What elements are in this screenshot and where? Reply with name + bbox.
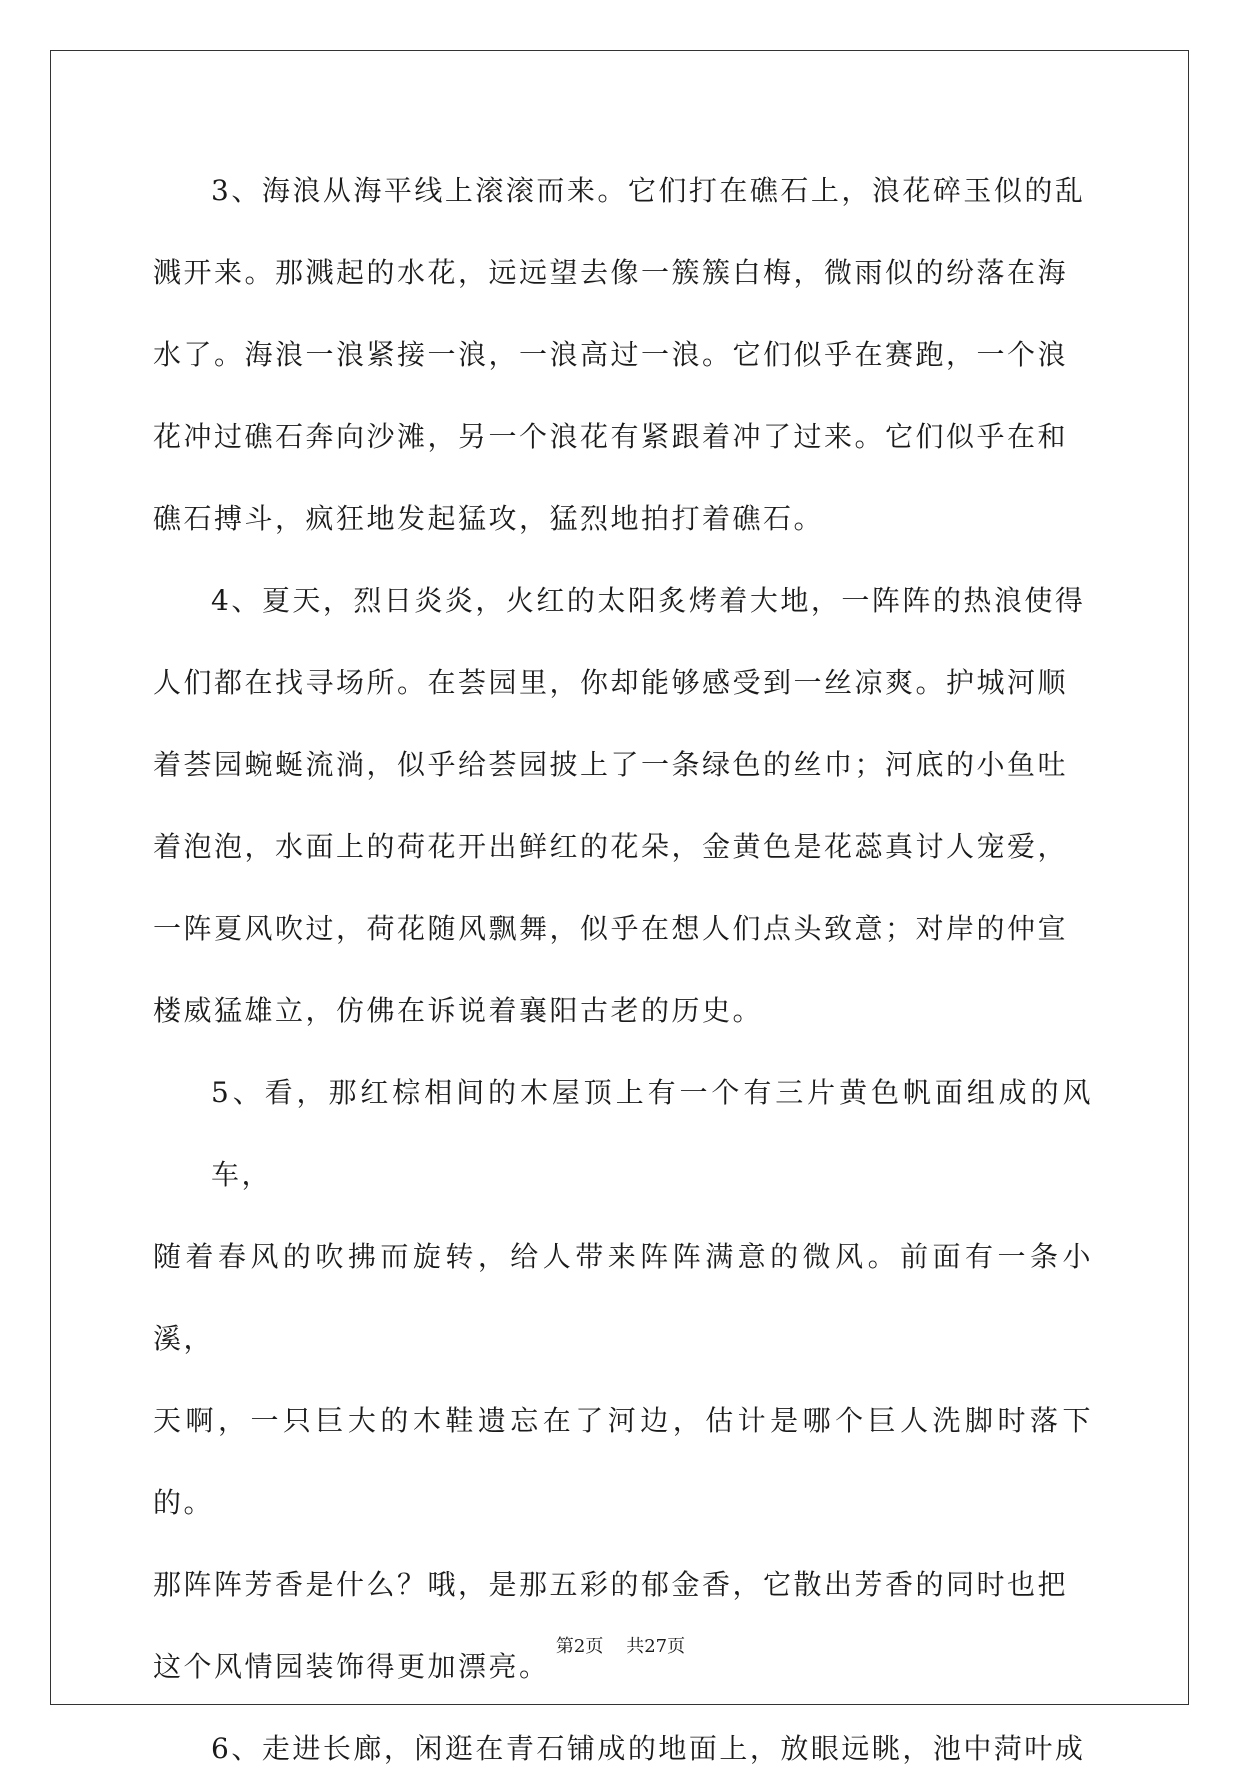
text-line: 那阵阵芳香是什么？哦，是那五彩的郁金香，它散出芳香的同时也把 xyxy=(153,1568,1069,1601)
page-number: 第2页 xyxy=(555,1636,604,1657)
text-line: 5、看，那红棕相间的木屋顶上有一个有三片黄色帆面组成的风车， xyxy=(211,1076,1093,1191)
text-line: 3、海浪从海平线上滚滚而来。它们打在礁石上，浪花碎玉似的乱 xyxy=(211,174,1086,207)
text-line: 水了。海浪一浪紧接一浪，一浪高过一浪。它们似乎在赛跑，一个浪 xyxy=(153,338,1069,371)
text-line: 一阵夏风吹过，荷花随风飘舞，似乎在想人们点头致意；对岸的仲宣 xyxy=(153,912,1069,945)
page-total: 共27页 xyxy=(626,1636,686,1657)
text-line: 随着春风的吹拂而旋转，给人带来阵阵满意的微风。前面有一条小溪， xyxy=(153,1240,1093,1355)
paragraph-3 xyxy=(153,150,1093,560)
text-line: 着荟园蜿蜒流淌，似乎给荟园披上了一条绿色的丝巾；河底的小鱼吐 xyxy=(153,748,1069,781)
text-line: 6、走进长廊，闲逛在青石铺成的地面上，放眼远眺，池中菏叶成 xyxy=(211,1732,1086,1765)
text-line: 这个风情园装饰得更加漂亮。 xyxy=(153,1650,550,1683)
document-body xyxy=(153,150,1093,1790)
text-line: 花冲过礁石奔向沙滩，另一个浪花有紧跟着冲了过来。它们似乎在和 xyxy=(153,420,1069,453)
text-line: 人们都在找寻场所。在荟园里，你却能够感受到一丝凉爽。护城河顺 xyxy=(153,666,1069,699)
paragraph-6 xyxy=(153,1708,1093,1790)
text-line: 溅开来。那溅起的水花，远远望去像一簇簇白梅，微雨似的纷落在海 xyxy=(153,256,1069,289)
text-line: 礁石搏斗，疯狂地发起猛攻，猛烈地拍打着礁石。 xyxy=(153,502,825,535)
page-footer xyxy=(0,1632,1241,1658)
text-line: 着泡泡，水面上的荷花开出鲜红的花朵，金黄色是花蕊真讨人宠爱， xyxy=(153,830,1069,863)
paragraph-5 xyxy=(153,1052,1093,1708)
paragraph-4 xyxy=(153,560,1093,1052)
text-line: 楼威猛雄立，仿佛在诉说着襄阳古老的历史。 xyxy=(153,994,764,1027)
text-line: 4、夏天，烈日炎炎，火红的太阳炙烤着大地，一阵阵的热浪使得 xyxy=(211,584,1086,617)
text-line: 天啊，一只巨大的木鞋遗忘在了河边，估计是哪个巨人洗脚时落下的。 xyxy=(153,1404,1093,1519)
